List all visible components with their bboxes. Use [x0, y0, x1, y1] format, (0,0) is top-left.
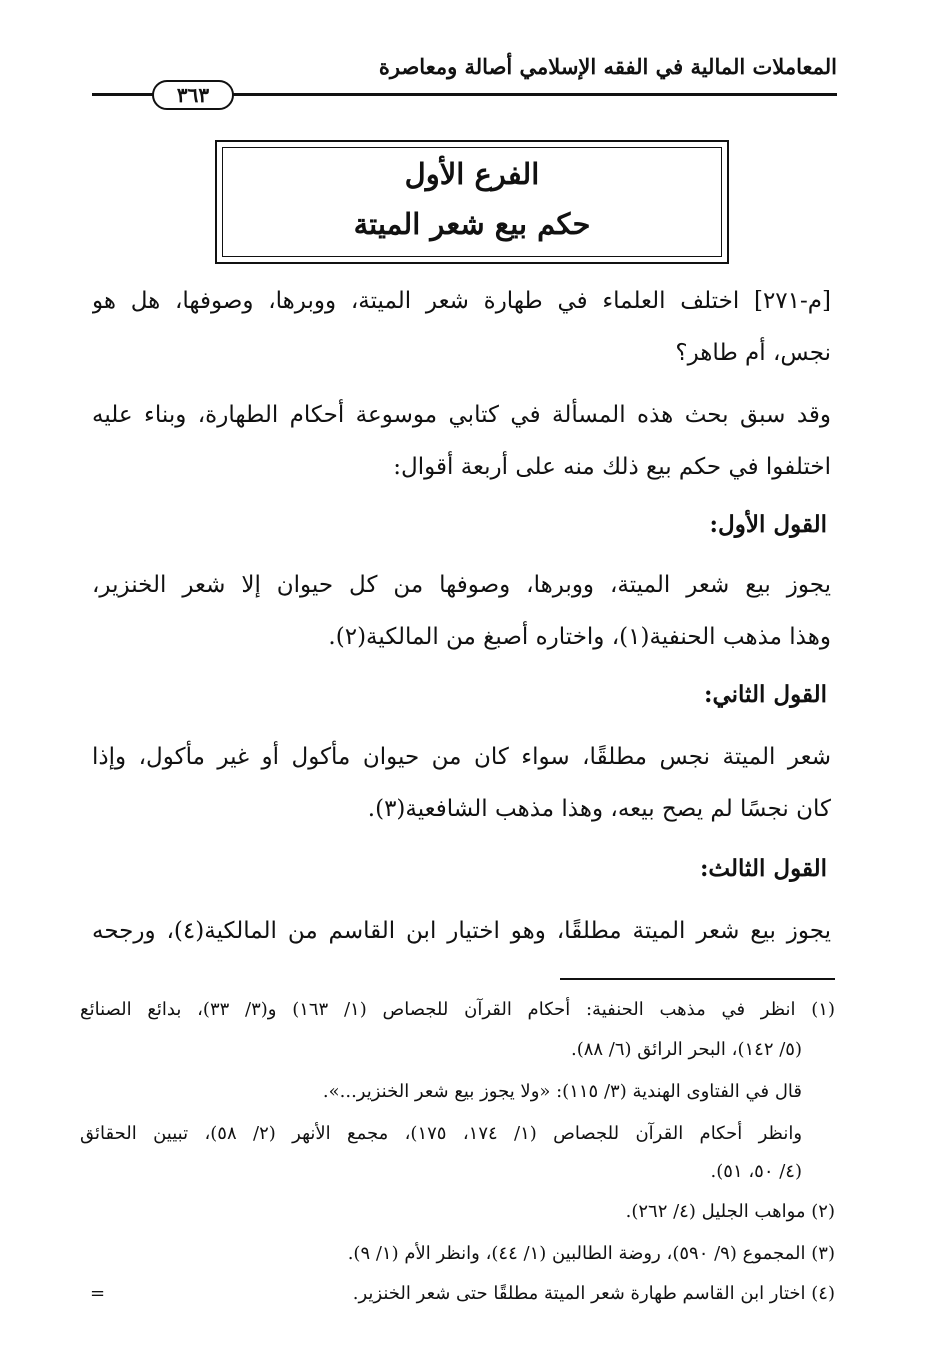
- body-line: يجوز بيع شعر الميتة مطلقًا، وهو اختيار ابن القاسم من المالكية(٤)، ورجحه: [92, 918, 831, 944]
- opinion-heading-3: القول الثالث:: [699, 855, 827, 882]
- footnote-1-cont: (٥/ ١٤٢)، البحر الرائق (٦/ ٨٨).: [570, 1039, 802, 1060]
- body-line: وقد سبق بحث هذه المسألة في كتابي موسوعة أحكام الطهارة، وبناء عليه: [92, 402, 831, 428]
- opinion-heading-2: القول الثاني:: [703, 681, 827, 708]
- section-title-box: [215, 140, 729, 264]
- body-line: وهذا مذهب الحنفية(١)، واختاره أصبغ من المالكية(٢).: [328, 624, 831, 650]
- footnote-continuation-mark: =: [90, 1283, 106, 1304]
- section-title: الفرع الأول: [404, 157, 540, 191]
- section-subtitle: حكم بيع شعر الميتة: [353, 207, 591, 241]
- footnote-4: (٤) اختار ابن القاسم طهارة شعر الميتة مطلقًا حتى شعر الخنزير.: [352, 1283, 835, 1304]
- body-line: نجس، أم طاهر؟: [675, 340, 831, 366]
- footnote-3: (٣) المجموع (٩/ ٥٩٠)، روضة الطالبين (١/ ٤٤)، وانظر الأم (١/ ٩).: [347, 1243, 835, 1264]
- footnote-1-cont: (٤/ ٥٠، ٥١).: [710, 1161, 802, 1182]
- page-number: ٣٦٣: [152, 80, 234, 110]
- footnote-1-cont: قال في الفتاوى الهندية (٣/ ١١٥): «ولا يجوز بيع شعر الخنزير...».: [322, 1081, 802, 1102]
- body-line: كان نجسًا لم يصح بيعه، وهذا مذهب الشافعية(٣).: [367, 796, 831, 822]
- body-line: يجوز بيع شعر الميتة، ووبرها، وصوفها من كل حيوان إلا شعر الخنزير،: [92, 572, 831, 598]
- body-line: [م-٢٧١] اختلف العلماء في طهارة شعر الميتة، ووبرها، وصوفها، هل هو: [92, 288, 831, 314]
- running-header-title: المعاملات المالية في الفقه الإسلامي أصالة ومعاصرة: [378, 54, 837, 79]
- body-line: شعر الميتة نجس مطلقًا، سواء كان من حيوان مأكول أو غير مأكول، وإذا: [92, 744, 831, 770]
- footnote-2: (٢) مواهب الجليل (٤/ ٢٦٢).: [625, 1201, 835, 1222]
- footnote-separator: [560, 978, 835, 980]
- opinion-heading-1: القول الأول:: [709, 511, 827, 538]
- footnote-1: (١) انظر في مذهب الحنفية: أحكام القرآن للجصاص (١/ ١٦٣) و(٣/ ٣٣)، بدائع الصنائع: [80, 999, 835, 1020]
- footnote-1-cont: وانظر أحكام القرآن للجصاص (١/ ١٧٤، ١٧٥)، مجمع الأنهر (٢/ ٥٨)، تبيين الحقائق: [80, 1123, 802, 1144]
- body-line: اختلفوا في حكم بيع ذلك منه على أربعة أقوال:: [393, 454, 831, 480]
